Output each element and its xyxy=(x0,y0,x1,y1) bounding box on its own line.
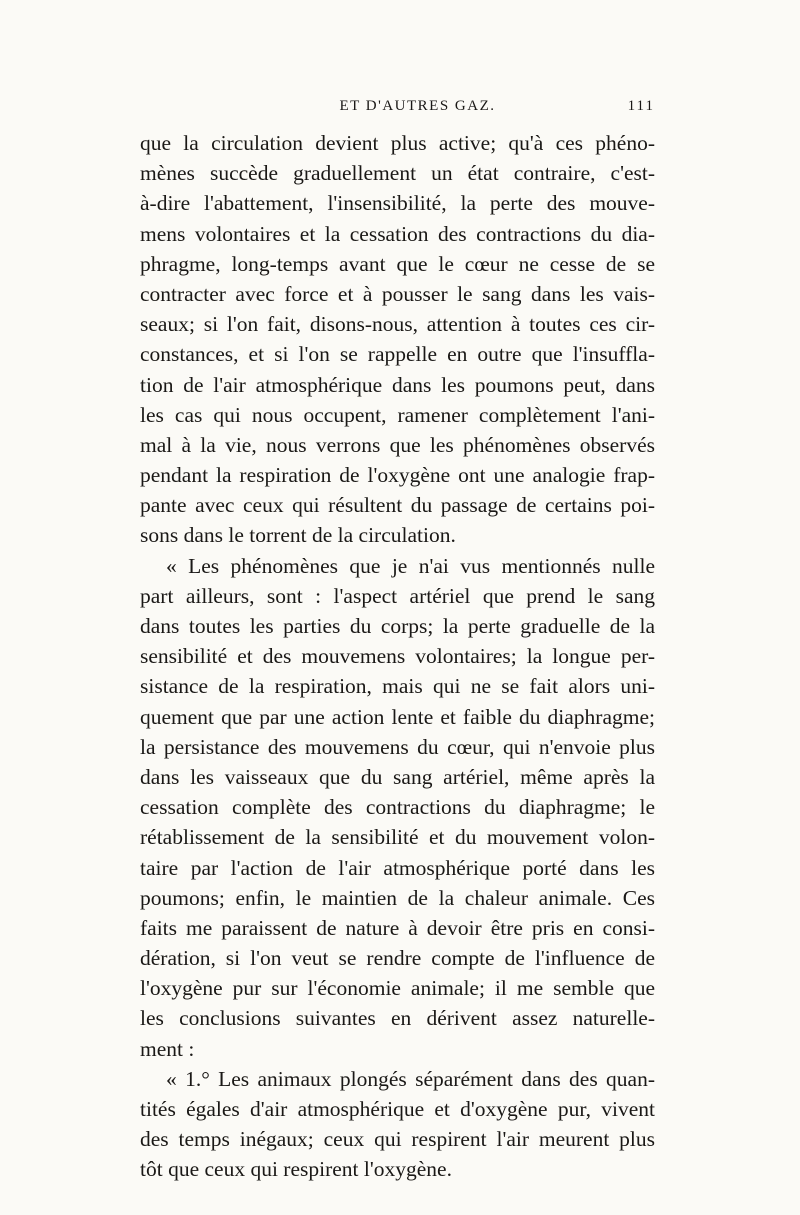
text-line: poumons; enfin, le maintien de la chaleur animale. Ces xyxy=(140,885,655,910)
paragraph-start-line: « 1.° Les animaux plongés séparément dans des quan- xyxy=(166,1066,655,1091)
text-line: des temps inégaux; ceux qui respirent l'air meurent plus xyxy=(140,1127,655,1152)
text-line: dération, si l'on veut se rendre compte de l'influence de xyxy=(140,946,655,971)
paragraph-start-line: « Les phénomènes que je n'ai vus mentionnés nulle xyxy=(166,553,655,578)
running-head xyxy=(140,98,655,124)
text-line: sensibilité et des mouvemens volontaires; la longue per- xyxy=(140,644,655,669)
text-line: seaux; si l'on fait, disons-nous, attention à toutes ces cir- xyxy=(140,312,655,337)
text-line: cessation complète des contractions du diaphragme; le xyxy=(140,795,655,820)
text-line: faits me paraissent de nature à devoir être pris en consi- xyxy=(140,915,655,940)
text-line: pante avec ceux qui résultent du passage de certains poi- xyxy=(140,493,655,518)
text-line: les conclusions suivantes en dérivent assez naturelle- xyxy=(140,1006,655,1031)
text-line: quement que par une action lente et faible du diaphragme; xyxy=(140,704,655,729)
text-line: à-dire l'abattement, l'insensibilité, la perte des mouve- xyxy=(140,191,655,216)
text-line: contracter avec force et à pousser le sang dans les vais- xyxy=(140,281,655,306)
text-line: mal à la vie, nous verrons que les phénomènes observés xyxy=(140,432,655,457)
text-line: phragme, long-temps avant que le cœur ne cesse de se xyxy=(140,251,655,276)
text-line: tion de l'air atmosphérique dans les poumons peut, dans xyxy=(140,372,655,397)
page-number: 111 xyxy=(627,98,655,114)
text-line: mènes succède graduellement un état contraire, c'est- xyxy=(140,161,655,186)
text-line: constances, et si l'on se rappelle en outre que l'insuffla- xyxy=(140,342,655,367)
text-line: rétablissement de la sensibilité et du mouvement volon- xyxy=(140,825,655,850)
text-line: part ailleurs, sont : l'aspect artériel que prend le sang xyxy=(140,583,655,608)
text-line: l'oxygène pur sur l'économie animale; il me semble que xyxy=(140,976,655,1001)
text-line: dans toutes les parties du corps; la perte graduelle de la xyxy=(140,614,655,638)
text-line: que la circulation devient plus active; qu'à ces phéno- xyxy=(140,131,655,155)
text-line: sistance de la respiration, mais qui ne se fait alors uni- xyxy=(140,674,655,699)
paragraph-end-line: ment : xyxy=(140,1036,195,1061)
text-line: pendant la respiration de l'oxygène ont une analogie frap- xyxy=(140,463,655,488)
paragraph-end-line: tôt que ceux qui respirent l'oxygène. xyxy=(140,1157,452,1182)
text-line: les cas qui nous occupent, ramener complètement l'ani- xyxy=(140,402,655,427)
text-line: tités égales d'air atmosphérique et d'oxygène pur, vivent xyxy=(140,1097,655,1121)
text-line: mens volontaires et la cessation des contractions du dia- xyxy=(140,221,655,246)
body-text xyxy=(140,128,655,1185)
paragraph-end-line: sons dans le torrent de la circulation. xyxy=(140,523,456,548)
text-line: taire par l'action de l'air atmosphérique porté dans les xyxy=(140,855,655,880)
running-title: ET D'AUTRES GAZ. xyxy=(339,98,496,114)
text-line: dans les vaisseaux que du sang artériel, même après la xyxy=(140,764,655,789)
text-line: la persistance des mouvemens du cœur, qui n'envoie plus xyxy=(140,734,655,759)
